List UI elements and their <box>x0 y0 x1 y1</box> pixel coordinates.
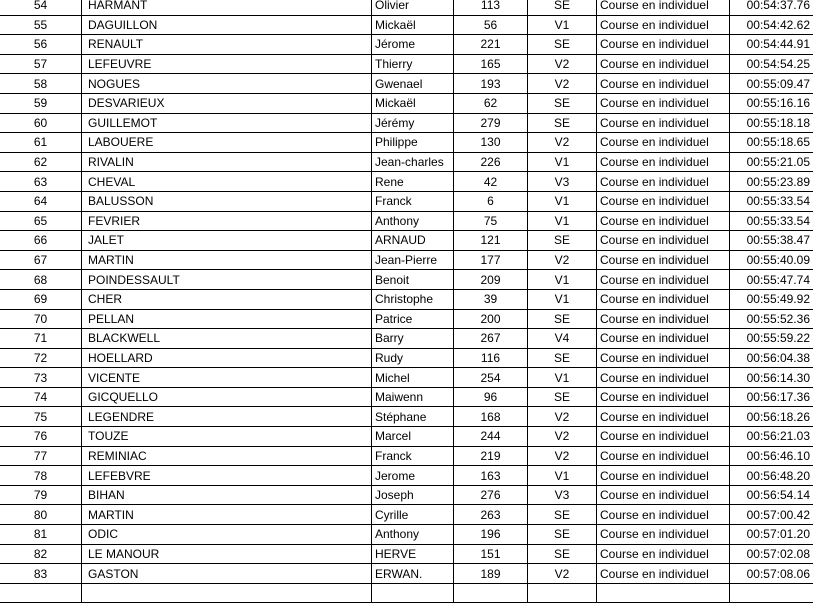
first-name-cell: ARNAUD <box>372 231 454 251</box>
time-cell: 00:54:54.25 <box>730 54 813 74</box>
course-cell: Course en individuel <box>597 544 730 564</box>
first-name-cell <box>372 583 454 602</box>
table-row <box>0 191 813 211</box>
time-cell: 00:56:17.36 <box>730 387 813 407</box>
last-name-cell: ODIC <box>82 525 372 545</box>
bib-number-cell: 6 <box>454 191 528 211</box>
bib-number-cell: 193 <box>454 74 528 94</box>
last-name-cell: LABOUERE <box>82 133 372 153</box>
course-cell: Course en individuel <box>597 15 730 35</box>
last-name-cell: DAGUILLON <box>82 15 372 35</box>
last-name-cell: LEFEBVRE <box>82 466 372 486</box>
last-name-cell: JALET <box>82 231 372 251</box>
course-cell: Course en individuel <box>597 172 730 192</box>
time-cell: 00:55:33.54 <box>730 211 813 231</box>
table-row <box>0 466 813 486</box>
first-name-cell: Philippe <box>372 133 454 153</box>
table-row <box>0 0 813 15</box>
course-cell: Course en individuel <box>597 93 730 113</box>
time-cell: 00:57:00.42 <box>730 505 813 525</box>
time-cell: 00:55:18.65 <box>730 133 813 153</box>
rank-cell: 61 <box>0 133 82 153</box>
table-row <box>0 505 813 525</box>
bib-number-cell: 254 <box>454 368 528 388</box>
bib-number-cell: 62 <box>454 93 528 113</box>
last-name-cell: HARMANT <box>82 0 372 15</box>
last-name-cell: RIVALIN <box>82 152 372 172</box>
last-name-cell: RENAULT <box>82 35 372 55</box>
rank-cell: 55 <box>0 15 82 35</box>
course-cell: Course en individuel <box>597 191 730 211</box>
bib-number-cell <box>454 583 528 602</box>
category-cell: V2 <box>528 133 597 153</box>
rank-cell: 79 <box>0 485 82 505</box>
last-name-cell: GASTON <box>82 564 372 584</box>
rank-cell: 54 <box>0 0 82 15</box>
rank-cell: 62 <box>0 152 82 172</box>
rank-cell: 73 <box>0 368 82 388</box>
bib-number-cell: 42 <box>454 172 528 192</box>
category-cell: SE <box>528 93 597 113</box>
category-cell: V1 <box>528 368 597 388</box>
course-cell: Course en individuel <box>597 54 730 74</box>
course-cell: Course en individuel <box>597 329 730 349</box>
first-name-cell: Jean-Pierre <box>372 250 454 270</box>
bib-number-cell: 75 <box>454 211 528 231</box>
rank-cell: 83 <box>0 564 82 584</box>
category-cell: V1 <box>528 15 597 35</box>
rank-cell: 77 <box>0 446 82 466</box>
course-cell: Course en individuel <box>597 525 730 545</box>
rank-cell: 81 <box>0 525 82 545</box>
bib-number-cell: 189 <box>454 564 528 584</box>
category-cell: SE <box>528 348 597 368</box>
category-cell: V2 <box>528 427 597 447</box>
table-row <box>0 329 813 349</box>
category-cell: V1 <box>528 211 597 231</box>
last-name-cell: CHER <box>82 289 372 309</box>
bib-number-cell: 151 <box>454 544 528 564</box>
last-name-cell: NOGUES <box>82 74 372 94</box>
table-row <box>0 564 813 584</box>
time-cell: 00:56:54.14 <box>730 485 813 505</box>
course-cell: Course en individuel <box>597 250 730 270</box>
category-cell: V1 <box>528 289 597 309</box>
first-name-cell: Joseph <box>372 485 454 505</box>
category-cell: V1 <box>528 270 597 290</box>
rank-cell: 56 <box>0 35 82 55</box>
bib-number-cell: 168 <box>454 407 528 427</box>
first-name-cell: Anthony <box>372 211 454 231</box>
course-cell: Course en individuel <box>597 427 730 447</box>
category-cell: V4 <box>528 329 597 349</box>
bib-number-cell: 113 <box>454 0 528 15</box>
course-cell: Course en individuel <box>597 74 730 94</box>
rank-cell: 63 <box>0 172 82 192</box>
bib-number-cell: 116 <box>454 348 528 368</box>
last-name-cell: DESVARIEUX <box>82 93 372 113</box>
last-name-cell: HOELLARD <box>82 348 372 368</box>
table-row <box>0 250 813 270</box>
course-cell: Course en individuel <box>597 387 730 407</box>
course-cell: Course en individuel <box>597 348 730 368</box>
table-row <box>0 348 813 368</box>
bib-number-cell: 96 <box>454 387 528 407</box>
course-cell: Course en individuel <box>597 0 730 15</box>
first-name-cell: Marcel <box>372 427 454 447</box>
first-name-cell: Mickaël <box>372 93 454 113</box>
course-cell: Course en individuel <box>597 368 730 388</box>
rank-cell: 68 <box>0 270 82 290</box>
rank-cell: 57 <box>0 54 82 74</box>
bib-number-cell: 267 <box>454 329 528 349</box>
table-row <box>0 172 813 192</box>
category-cell: SE <box>528 525 597 545</box>
table-row <box>0 289 813 309</box>
time-cell <box>730 583 813 602</box>
time-cell: 00:55:09.47 <box>730 74 813 94</box>
first-name-cell: Michel <box>372 368 454 388</box>
category-cell: V2 <box>528 564 597 584</box>
first-name-cell: Franck <box>372 191 454 211</box>
time-cell: 00:57:02.08 <box>730 544 813 564</box>
course-cell: Course en individuel <box>597 309 730 329</box>
course-cell: Course en individuel <box>597 211 730 231</box>
time-cell: 00:57:01.20 <box>730 525 813 545</box>
time-cell: 00:55:23.89 <box>730 172 813 192</box>
bib-number-cell: 163 <box>454 466 528 486</box>
first-name-cell: Barry <box>372 329 454 349</box>
table-row <box>0 446 813 466</box>
last-name-cell: MARTIN <box>82 505 372 525</box>
rank-cell: 78 <box>0 466 82 486</box>
time-cell: 00:55:21.05 <box>730 152 813 172</box>
category-cell: SE <box>528 0 597 15</box>
bib-number-cell: 177 <box>454 250 528 270</box>
category-cell: V2 <box>528 407 597 427</box>
bib-number-cell: 279 <box>454 113 528 133</box>
bib-number-cell: 226 <box>454 152 528 172</box>
time-cell: 00:55:18.18 <box>730 113 813 133</box>
rank-cell: 66 <box>0 231 82 251</box>
category-cell: SE <box>528 505 597 525</box>
first-name-cell: Anthony <box>372 525 454 545</box>
course-cell: Course en individuel <box>597 113 730 133</box>
bib-number-cell: 276 <box>454 485 528 505</box>
rank-cell: 67 <box>0 250 82 270</box>
first-name-cell: Jérémy <box>372 113 454 133</box>
table-row <box>0 74 813 94</box>
last-name-cell: FEVRIER <box>82 211 372 231</box>
time-cell: 00:55:40.09 <box>730 250 813 270</box>
bib-number-cell: 244 <box>454 427 528 447</box>
first-name-cell: Cyrille <box>372 505 454 525</box>
time-cell: 00:55:16.16 <box>730 93 813 113</box>
time-cell: 00:55:33.54 <box>730 191 813 211</box>
category-cell: V3 <box>528 172 597 192</box>
rank-cell: 75 <box>0 407 82 427</box>
time-cell: 00:56:46.10 <box>730 446 813 466</box>
course-cell: Course en individuel <box>597 564 730 584</box>
rank-cell: 64 <box>0 191 82 211</box>
last-name-cell: TOUZE <box>82 427 372 447</box>
rank-cell: 76 <box>0 427 82 447</box>
last-name-cell: MARTIN <box>82 250 372 270</box>
first-name-cell: Benoit <box>372 270 454 290</box>
bib-number-cell: 121 <box>454 231 528 251</box>
time-cell: 00:54:37.76 <box>730 0 813 15</box>
rank-cell: 69 <box>0 289 82 309</box>
course-cell: Course en individuel <box>597 152 730 172</box>
category-cell: V2 <box>528 446 597 466</box>
rank-cell: 58 <box>0 74 82 94</box>
course-cell: Course en individuel <box>597 133 730 153</box>
category-cell: V1 <box>528 466 597 486</box>
time-cell: 00:57:08.06 <box>730 564 813 584</box>
rank-cell <box>0 583 82 602</box>
first-name-cell: HERVE <box>372 544 454 564</box>
last-name-cell: GICQUELLO <box>82 387 372 407</box>
first-name-cell: Stéphane <box>372 407 454 427</box>
course-cell: Course en individuel <box>597 485 730 505</box>
last-name-cell: POINDESSAULT <box>82 270 372 290</box>
first-name-cell: Olivier <box>372 0 454 15</box>
course-cell: Course en individuel <box>597 505 730 525</box>
last-name-cell: BLACKWELL <box>82 329 372 349</box>
time-cell: 00:56:04.38 <box>730 348 813 368</box>
first-name-cell: Christophe <box>372 289 454 309</box>
category-cell: SE <box>528 387 597 407</box>
table-row <box>0 427 813 447</box>
rank-cell: 82 <box>0 544 82 564</box>
rank-cell: 70 <box>0 309 82 329</box>
course-cell: Course en individuel <box>597 446 730 466</box>
table-row <box>0 270 813 290</box>
course-cell: Course en individuel <box>597 35 730 55</box>
first-name-cell: Mickaël <box>372 15 454 35</box>
course-cell <box>597 583 730 602</box>
time-cell: 00:55:49.92 <box>730 289 813 309</box>
category-cell: V2 <box>528 74 597 94</box>
table-row <box>0 54 813 74</box>
bib-number-cell: 221 <box>454 35 528 55</box>
last-name-cell: LEFEUVRE <box>82 54 372 74</box>
table-row <box>0 152 813 172</box>
table-row <box>0 15 813 35</box>
bib-number-cell: 130 <box>454 133 528 153</box>
bib-number-cell: 200 <box>454 309 528 329</box>
time-cell: 00:54:44.91 <box>730 35 813 55</box>
last-name-cell: REMINIAC <box>82 446 372 466</box>
time-cell: 00:55:59.22 <box>730 329 813 349</box>
category-cell: V2 <box>528 250 597 270</box>
first-name-cell: Rene <box>372 172 454 192</box>
last-name-cell: VICENTE <box>82 368 372 388</box>
bib-number-cell: 219 <box>454 446 528 466</box>
last-name-cell <box>82 583 372 602</box>
rank-cell: 80 <box>0 505 82 525</box>
table-row <box>0 231 813 251</box>
bib-number-cell: 196 <box>454 525 528 545</box>
first-name-cell: Rudy <box>372 348 454 368</box>
table-row <box>0 525 813 545</box>
time-cell: 00:55:47.74 <box>730 270 813 290</box>
table-row <box>0 583 813 602</box>
time-cell: 00:56:21.03 <box>730 427 813 447</box>
table-row <box>0 387 813 407</box>
rank-cell: 60 <box>0 113 82 133</box>
last-name-cell: LEGENDRE <box>82 407 372 427</box>
first-name-cell: Thierry <box>372 54 454 74</box>
bib-number-cell: 39 <box>454 289 528 309</box>
rank-cell: 72 <box>0 348 82 368</box>
bib-number-cell: 56 <box>454 15 528 35</box>
table-row <box>0 544 813 564</box>
rank-cell: 74 <box>0 387 82 407</box>
category-cell: SE <box>528 544 597 564</box>
table-row <box>0 93 813 113</box>
category-cell: SE <box>528 231 597 251</box>
rank-cell: 65 <box>0 211 82 231</box>
table-row <box>0 133 813 153</box>
first-name-cell: ERWAN. <box>372 564 454 584</box>
time-cell: 00:56:14.30 <box>730 368 813 388</box>
rank-cell: 71 <box>0 329 82 349</box>
last-name-cell: GUILLEMOT <box>82 113 372 133</box>
course-cell: Course en individuel <box>597 289 730 309</box>
table-row <box>0 113 813 133</box>
category-cell: SE <box>528 309 597 329</box>
rank-cell: 59 <box>0 93 82 113</box>
time-cell: 00:56:48.20 <box>730 466 813 486</box>
table-row <box>0 309 813 329</box>
category-cell: SE <box>528 113 597 133</box>
course-cell: Course en individuel <box>597 231 730 251</box>
course-cell: Course en individuel <box>597 466 730 486</box>
course-cell: Course en individuel <box>597 270 730 290</box>
category-cell: V3 <box>528 485 597 505</box>
category-cell: SE <box>528 35 597 55</box>
last-name-cell: LE MANOUR <box>82 544 372 564</box>
time-cell: 00:54:42.62 <box>730 15 813 35</box>
table-row <box>0 368 813 388</box>
time-cell: 00:56:18.26 <box>730 407 813 427</box>
last-name-cell: CHEVAL <box>82 172 372 192</box>
first-name-cell: Jérome <box>372 35 454 55</box>
time-cell: 00:55:52.36 <box>730 309 813 329</box>
table-row <box>0 407 813 427</box>
category-cell: V1 <box>528 152 597 172</box>
last-name-cell: BIHAN <box>82 485 372 505</box>
category-cell <box>528 583 597 602</box>
bib-number-cell: 165 <box>454 54 528 74</box>
bib-number-cell: 263 <box>454 505 528 525</box>
first-name-cell: Patrice <box>372 309 454 329</box>
category-cell: V1 <box>528 191 597 211</box>
category-cell: V2 <box>528 54 597 74</box>
first-name-cell: Franck <box>372 446 454 466</box>
table-row <box>0 485 813 505</box>
bib-number-cell: 209 <box>454 270 528 290</box>
first-name-cell: Maiwenn <box>372 387 454 407</box>
table-row <box>0 211 813 231</box>
table-row <box>0 35 813 55</box>
first-name-cell: Gwenael <box>372 74 454 94</box>
course-cell: Course en individuel <box>597 407 730 427</box>
first-name-cell: Jean-charles <box>372 152 454 172</box>
time-cell: 00:55:38.47 <box>730 231 813 251</box>
last-name-cell: PELLAN <box>82 309 372 329</box>
last-name-cell: BALUSSON <box>82 191 372 211</box>
first-name-cell: Jerome <box>372 466 454 486</box>
